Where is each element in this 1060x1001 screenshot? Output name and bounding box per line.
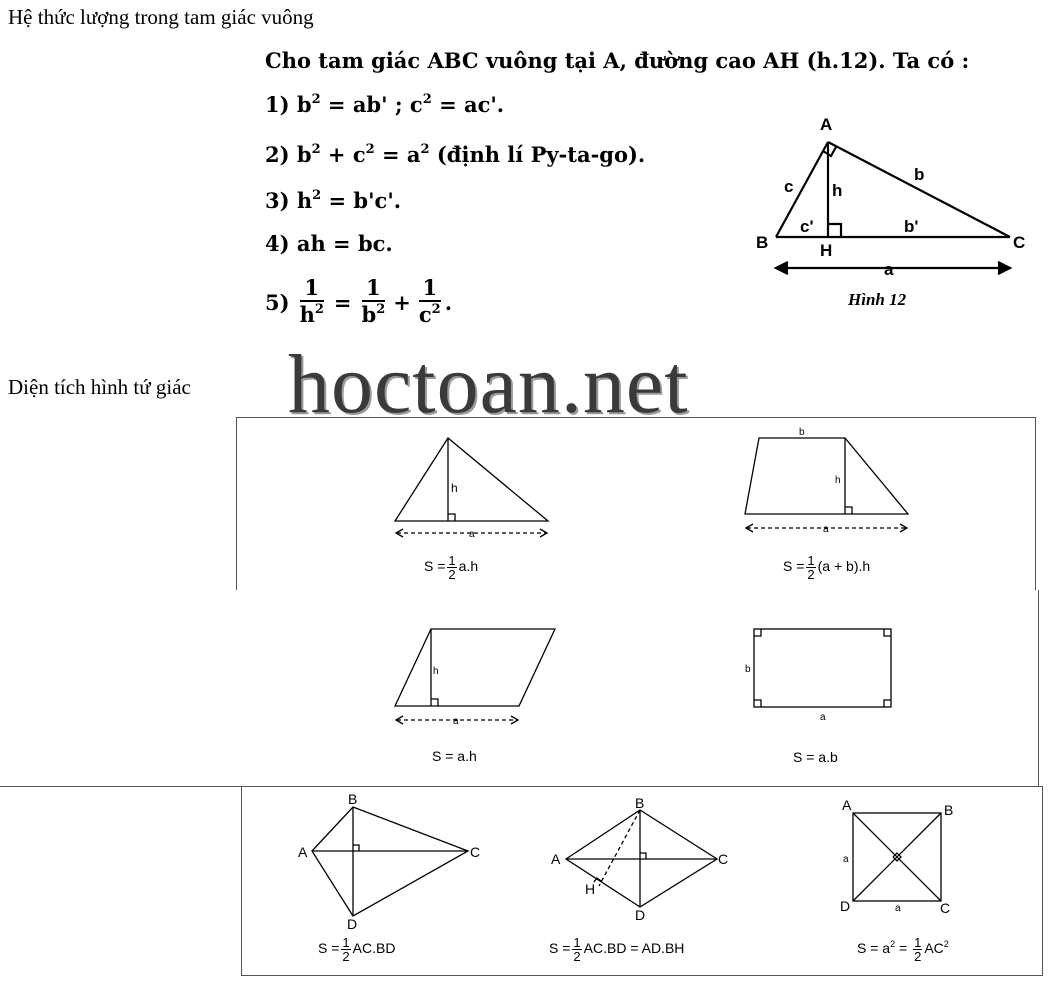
- figure-caption: Hình 12: [848, 290, 907, 309]
- label-A: A: [820, 115, 833, 134]
- formula-2-pythagoras: 2) $b^2 + c^2 = a^2$ (định lí Py-ta-go).: [265, 142, 646, 167]
- label-H: H: [820, 241, 833, 260]
- formula-1: 1) $b^2 = ab'$ ; $c^2 = ac'$.: [265, 92, 505, 117]
- figure-kite: [290, 788, 490, 933]
- label-A: A: [298, 844, 308, 860]
- label-a: a: [453, 716, 459, 727]
- right-angle-mark-H: [828, 224, 841, 237]
- label-C: C: [718, 851, 729, 867]
- figure-12-right-triangle: [740, 110, 1040, 315]
- label-A: A: [551, 851, 561, 867]
- formula-rhombus: S = $\frac{1}{2}$ AC.BD = AD.BH: [549, 935, 685, 964]
- figure-rhombus: [545, 793, 745, 928]
- section-heading-right-triangle: Hệ thức lượng trong tam giác vuông: [8, 5, 314, 29]
- label-b: b: [914, 165, 925, 184]
- label-B: B: [944, 802, 954, 818]
- label-a: a: [469, 529, 475, 540]
- label-C: C: [1013, 233, 1026, 252]
- watermark: hoctoan.net: [288, 338, 689, 431]
- label-a: a: [884, 260, 894, 279]
- label-D: D: [635, 907, 646, 923]
- label-B: B: [635, 795, 645, 811]
- label-C: C: [940, 900, 951, 916]
- formula-square: $S = a^2$ = $\frac{1}{2}$ $AC^2$: [857, 935, 949, 964]
- figure-square: [835, 793, 975, 918]
- label-B: B: [756, 233, 769, 252]
- figure-triangle: [385, 430, 560, 548]
- label-b-prime: b': [904, 217, 919, 236]
- figure-rectangle: [740, 620, 900, 725]
- label-B: B: [348, 791, 358, 807]
- formula-triangle: S = $\frac{1}{2}$ a.h: [424, 553, 479, 582]
- label-b: b: [799, 427, 805, 438]
- label-c: c: [784, 177, 794, 196]
- formula-4: 4) ah = bc.: [265, 231, 393, 256]
- label-D: D: [347, 916, 358, 932]
- label-a-bottom: a: [895, 903, 901, 914]
- label-h: h: [835, 475, 841, 486]
- label-A: A: [842, 797, 852, 813]
- label-a-side: a: [843, 854, 849, 865]
- formula-parallelogram: S = a.h: [432, 748, 477, 764]
- formula-5: 5) $\frac{1}{h^2}$ = $\frac{1}{b^2}$ + $\frac{1}{c^2}$ .: [265, 275, 452, 327]
- label-a: a: [823, 524, 829, 535]
- label-c-prime: c': [800, 217, 814, 236]
- label-b: b: [745, 664, 751, 675]
- label-h: h: [433, 666, 439, 677]
- figure-parallelogram: [385, 620, 565, 730]
- intro-text: Cho tam giác ABC vuông tại A, đường cao AH (h.12). Ta có :: [265, 48, 970, 73]
- label-h: h: [832, 181, 843, 200]
- label-h: h: [451, 481, 458, 495]
- figure-trapezoid: [735, 425, 920, 545]
- formula-trapezoid: S = $\frac{1}{2}$ (a + b).h: [783, 553, 871, 582]
- label-H: H: [585, 881, 596, 897]
- formula-3: 3) $h^2 = b'c'$.: [265, 188, 402, 213]
- formula-rectangle: S = a.b: [793, 749, 838, 765]
- label-C: C: [470, 844, 481, 860]
- label-a: a: [820, 712, 826, 723]
- label-D: D: [840, 898, 851, 914]
- side-AC: [828, 142, 1010, 237]
- section-heading-quadrilateral-area: Diện tích hình tứ giác: [8, 375, 191, 399]
- formula-kite: S = $\frac{1}{2}$ AC.BD: [318, 935, 396, 964]
